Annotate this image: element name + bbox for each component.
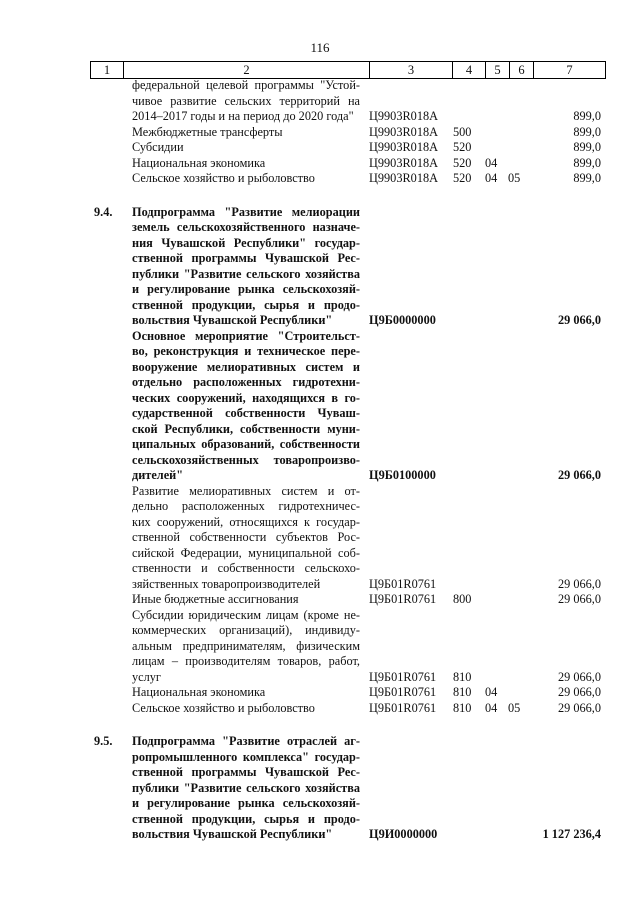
row-name: [132, 608, 360, 686]
table-row: [0, 329, 640, 484]
row-spacer: [0, 716, 640, 734]
row-name-line: ственной продукции, сырья и продо-: [132, 297, 360, 312]
row-name-line: ской Республики, собственности муни-: [132, 421, 360, 436]
target-code: Ц9Б01R0761: [369, 685, 437, 699]
row-name: [132, 156, 360, 172]
expense-type: 800: [453, 592, 472, 606]
amount: 899,0: [573, 140, 601, 154]
col-header-7: 7: [534, 62, 606, 79]
row-name-line: сударственной собственности Чуваш-: [132, 406, 360, 420]
row-name-line: ропромышленного комплекса" государ-: [132, 749, 360, 764]
target-code: Ц9903R018А: [369, 140, 439, 154]
section: 04: [485, 685, 498, 699]
row-name-line: Развитие мелиоративных систем и от-: [132, 483, 360, 498]
row-name-line: вооружение мелиоративных систем и: [132, 359, 360, 374]
row-name: [132, 701, 360, 717]
amount: 29 066,0: [557, 669, 601, 684]
row-name-line: ственности и собственности сельскохо-: [132, 561, 360, 575]
table-row: [0, 156, 640, 172]
row-name: [132, 484, 360, 593]
section: 04: [485, 700, 498, 715]
row-name: [132, 140, 360, 156]
target-code: Ц9Б01R0761: [369, 576, 437, 591]
col-header-5: 5: [486, 62, 510, 79]
amount: 1 127 236,4: [542, 827, 601, 841]
table-row: [0, 608, 640, 686]
table-row: [0, 78, 640, 125]
amount: 29 066,0: [557, 468, 601, 482]
row-name-line: ственной продукции, сырья и продо-: [132, 811, 360, 826]
amount: 899,0: [573, 124, 601, 139]
row-name-line: Национальная экономика: [132, 155, 266, 170]
table-row: [0, 685, 640, 701]
expense-type: 520: [453, 155, 472, 170]
row-name-line: коммерческих организаций), индивиду-: [132, 623, 360, 637]
row-number: 9.5.: [94, 734, 113, 748]
table-row: [0, 734, 640, 843]
table-row: [0, 125, 640, 141]
expense-type: 500: [453, 124, 472, 139]
column-header-table: [90, 61, 606, 79]
table-row: [0, 140, 640, 156]
table-row: [0, 701, 640, 717]
section: 04: [485, 155, 498, 170]
amount: 899,0: [573, 155, 601, 170]
target-code: Ц9903R018А: [369, 109, 439, 123]
row-number: 9.4.: [94, 204, 113, 219]
row-name: [132, 125, 360, 141]
row-name-line: услуг: [132, 669, 161, 684]
row-spacer: [0, 187, 640, 205]
col-header-3: 3: [370, 62, 453, 79]
row-name-line: ственной собственности субъектов Рос-: [132, 530, 360, 544]
target-code: Ц9903R018А: [369, 171, 439, 185]
amount: 29 066,0: [557, 700, 601, 715]
subsection: 05: [508, 171, 521, 185]
row-name-line: Межбюджетные трансферты: [132, 124, 283, 139]
target-code: Ц9903R018А: [369, 155, 439, 170]
expense-type: 810: [453, 669, 472, 684]
section: 04: [485, 171, 498, 185]
row-name-line: Сельское хозяйство и рыболовство: [132, 700, 315, 715]
table-row: [0, 592, 640, 608]
row-name: [132, 205, 360, 329]
row-name-line: ния Чувашской Республики" государ-: [132, 235, 360, 250]
table-row: [0, 171, 640, 187]
table-row: [0, 205, 640, 329]
col-header-6: 6: [510, 62, 534, 79]
row-name-line: ственной программы Чувашской Рес-: [132, 765, 360, 779]
row-name-line: Подпрограмма "Развитие отраслей аг-: [132, 734, 360, 748]
row-name-line: ких сооружений, относящихся к государ-: [132, 514, 360, 529]
row-name-line: публики "Развитие сельского хозяйства: [132, 780, 360, 795]
row-name-line: вольствия Чувашской Республики": [132, 827, 333, 841]
col-header-4: 4: [453, 62, 486, 79]
row-name-line: дельно расположенных гидротехничес-: [132, 499, 360, 513]
row-name: [132, 734, 360, 843]
row-name: [132, 329, 360, 484]
row-name: [132, 592, 360, 608]
target-code: Ц9903R018А: [369, 124, 439, 139]
row-name: [132, 171, 360, 187]
target-code: Ц9Б0100000: [369, 468, 436, 482]
row-name-line: публики "Развитие сельского хозяйства: [132, 266, 360, 281]
row-name: [132, 78, 360, 125]
row-name: [132, 685, 360, 701]
row-name-line: лицам – производителям товаров, работ,: [132, 654, 360, 668]
row-name-line: земель сельскохозяйственного назначе-: [132, 220, 360, 234]
amount: 29 066,0: [557, 313, 601, 327]
row-name-line: сельскохозяйственных товаропроизво-: [132, 452, 360, 467]
amount: 29 066,0: [557, 576, 601, 591]
row-name-line: Основное мероприятие "Строительст-: [132, 328, 360, 343]
expense-type: 520: [453, 171, 472, 185]
row-name-line: вольствия Чувашской Республики": [132, 313, 333, 327]
row-name-line: дителей": [132, 468, 184, 482]
row-name-line: Подпрограмма "Развитие мелиорации: [132, 204, 360, 219]
subsection: 05: [508, 700, 521, 715]
target-code: Ц9Б01R0761: [369, 669, 437, 684]
amount: 29 066,0: [557, 685, 601, 699]
target-code: Ц9Б01R0761: [369, 700, 437, 715]
row-name-line: чивое развитие сельских территорий на: [132, 93, 360, 108]
page-number: 116: [310, 40, 330, 55]
row-name-line: ственной программы Чувашской Рес-: [132, 251, 360, 265]
amount: 899,0: [573, 171, 601, 185]
expense-type: 520: [453, 140, 472, 154]
row-name-line: Субсидии: [132, 140, 184, 154]
row-name-line: во, реконструкция и техническое пере-: [132, 344, 360, 358]
row-name-line: ципальных образований, собственности: [132, 437, 360, 451]
expense-type: 810: [453, 700, 472, 715]
row-name-line: ческих сооружений, находящихся в го-: [132, 390, 360, 405]
row-name-line: отдельно расположенных гидротехни-: [132, 375, 360, 389]
row-name-line: Национальная экономика: [132, 685, 266, 699]
row-name-line: сийской Федерации, муниципальной соб-: [132, 545, 360, 560]
expense-type: 810: [453, 685, 472, 699]
amount: 29 066,0: [557, 592, 601, 606]
row-name-line: и регулирование рынка сельскохозяй-: [132, 282, 360, 296]
row-name-line: и регулирование рынка сельскохозяй-: [132, 796, 360, 810]
target-code: Ц9Б01R0761: [369, 592, 437, 606]
col-header-1: 1: [91, 62, 124, 79]
amount: 899,0: [573, 109, 601, 123]
row-name-line: альным предпринимателям, физическим: [132, 638, 360, 653]
target-code: Ц9И0000000: [369, 827, 438, 841]
row-name-line: федеральной целевой программы "Устой-: [132, 78, 360, 92]
target-code: Ц9Б0000000: [369, 313, 436, 327]
row-name-line: зяйственных товаропроизводителей: [132, 576, 321, 591]
row-name-line: Субсидии юридическим лицам (кроме не-: [132, 607, 360, 622]
row-name-line: Сельское хозяйство и рыболовство: [132, 171, 315, 185]
table-row: [0, 484, 640, 593]
budget-table-body: [0, 78, 640, 843]
row-name-line: Иные бюджетные ассигнования: [132, 592, 299, 606]
row-name-line: 2014–2017 годы и на период до 2020 года": [132, 109, 354, 123]
col-header-2: 2: [124, 62, 370, 79]
